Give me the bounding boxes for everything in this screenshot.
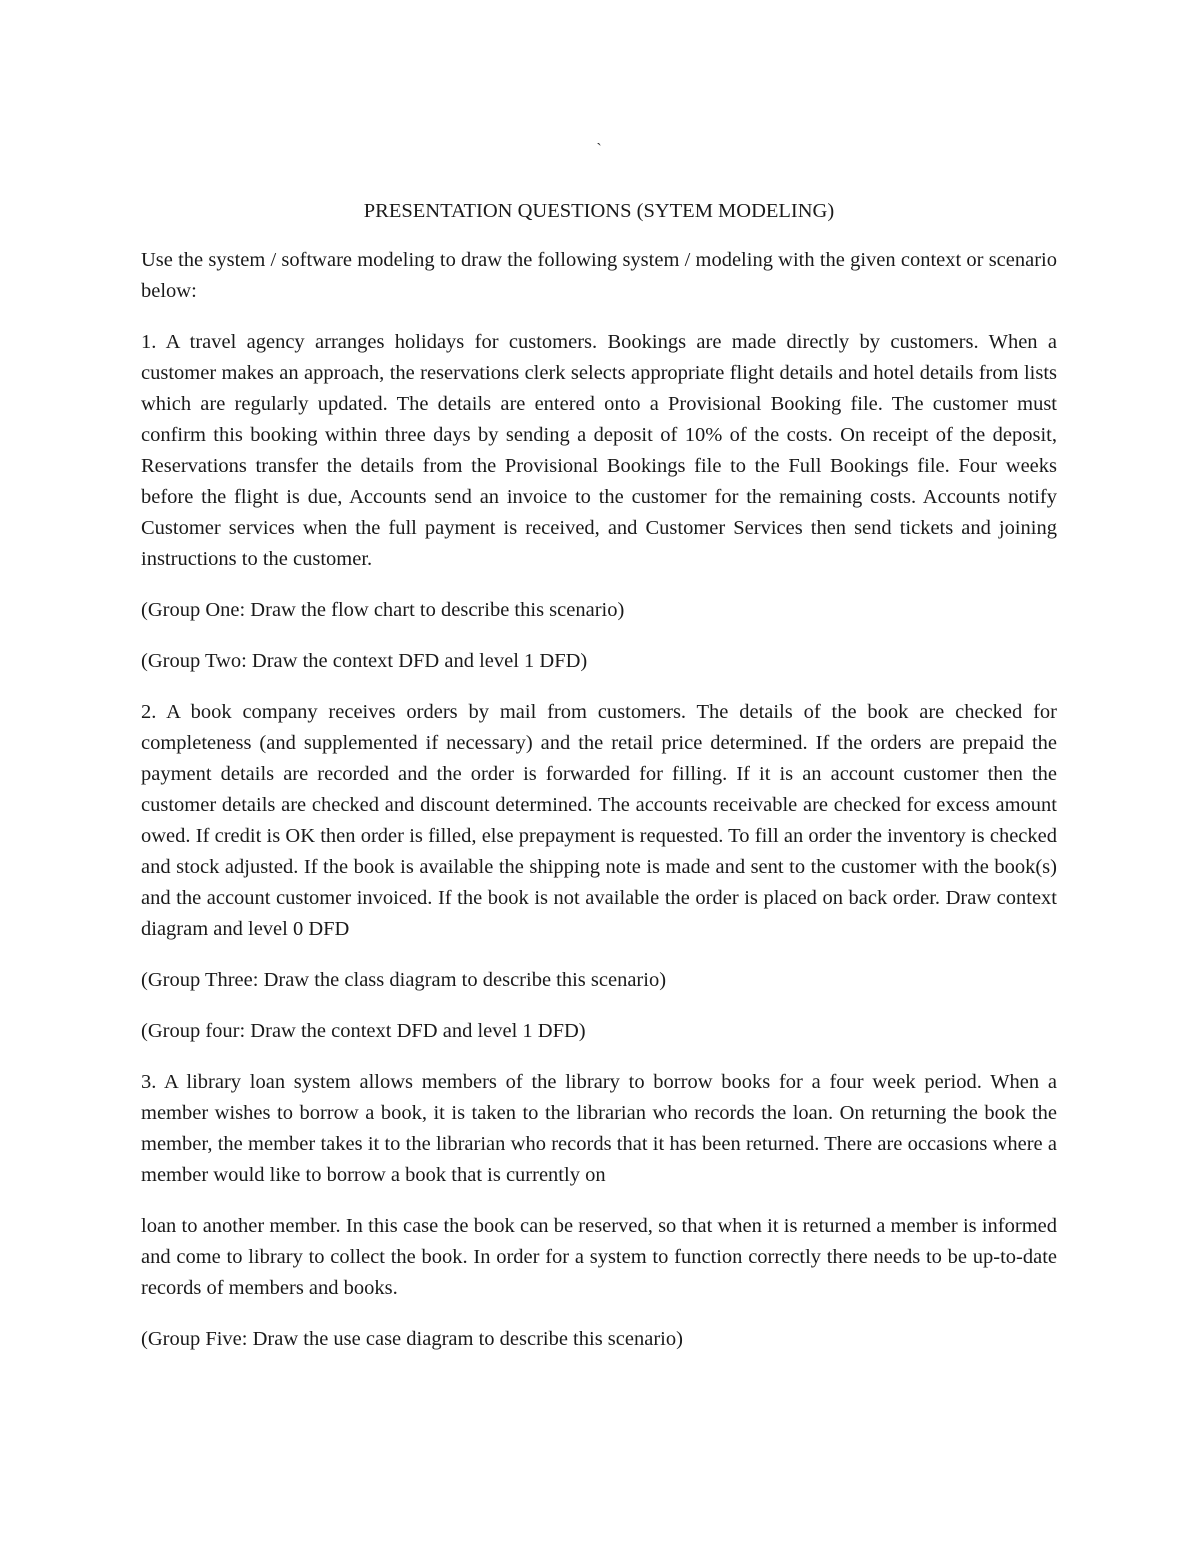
group-two-instruction: (Group Two: Draw the context DFD and level 1 DFD) — [141, 650, 588, 672]
group-three-instruction: (Group Three: Draw the class diagram to describe this scenario) — [141, 969, 667, 991]
document-title: PRESENTATION QUESTIONS (SYTEM MODELING) — [363, 200, 835, 222]
group-five-instruction: (Group Five: Draw the use case diagram to describe this scenario) — [141, 1328, 683, 1350]
question-2-paragraph: 2. A book company receives orders by mail from customers. The details of the book are checked for completeness (and supplemented if necessary) and the retail price determined. If the orders are prepaid the payment details are recorded and the order is forwarded for filling. If it is an account customer then the customer details are checked and discount determined. The accounts receivable are checked for excess amount owed. If credit is OK then order is filled, else prepayment is requested. To fill an order the inventory is checked and stock adjusted. If the book is available the shipping note is made and sent to the customer with the book(s) and the account customer invoiced. If the book is not available the order is placed on back order. Draw context diagram and level 0 DFD — [141, 701, 1057, 940]
intro-paragraph: Use the system / software modeling to draw the following system / modeling with the given context or scenario below: — [141, 249, 1057, 302]
question-3-paragraph-part-2: loan to another member. In this case the book can be reserved, so that when it is returned a member is informed and come to library to collect the book. In order for a system to function correctly there needs to be up-to-date records of members and books. — [141, 1215, 1057, 1299]
document-body — [141, 140, 1057, 1375]
group-four-instruction: (Group four: Draw the context DFD and level 1 DFD) — [141, 1020, 586, 1042]
group-one-instruction: (Group One: Draw the flow chart to describe this scenario) — [141, 599, 625, 621]
question-3-paragraph-part-1: 3. A library loan system allows members of the library to borrow books for a four week period. When a member wishes to borrow a book, it is taken to the librarian who records the loan. On returning the book the member, the member takes it to the librarian who records that it has been returned. There are occasions where a member would like to borrow a book that is currently on — [141, 1071, 1057, 1186]
header-mark: ` — [596, 141, 602, 158]
question-1-paragraph: 1. A travel agency arranges holidays for customers. Bookings are made directly by customers. When a customer makes an approach, the reservations clerk selects appropriate flight details and hotel details from lists which are regularly updated. The details are entered onto a Provisional Booking file. The customer must confirm this booking within three days by sending a deposit of 10% of the costs. On receipt of the deposit, Reservations transfer the details from the Provisional Bookings file to the Full Bookings file. Four weeks before the flight is due, Accounts send an invoice to the customer for the remaining costs. Accounts notify Customer services when the full payment is received, and Customer Services then send tickets and joining instructions to the customer. — [141, 331, 1057, 570]
